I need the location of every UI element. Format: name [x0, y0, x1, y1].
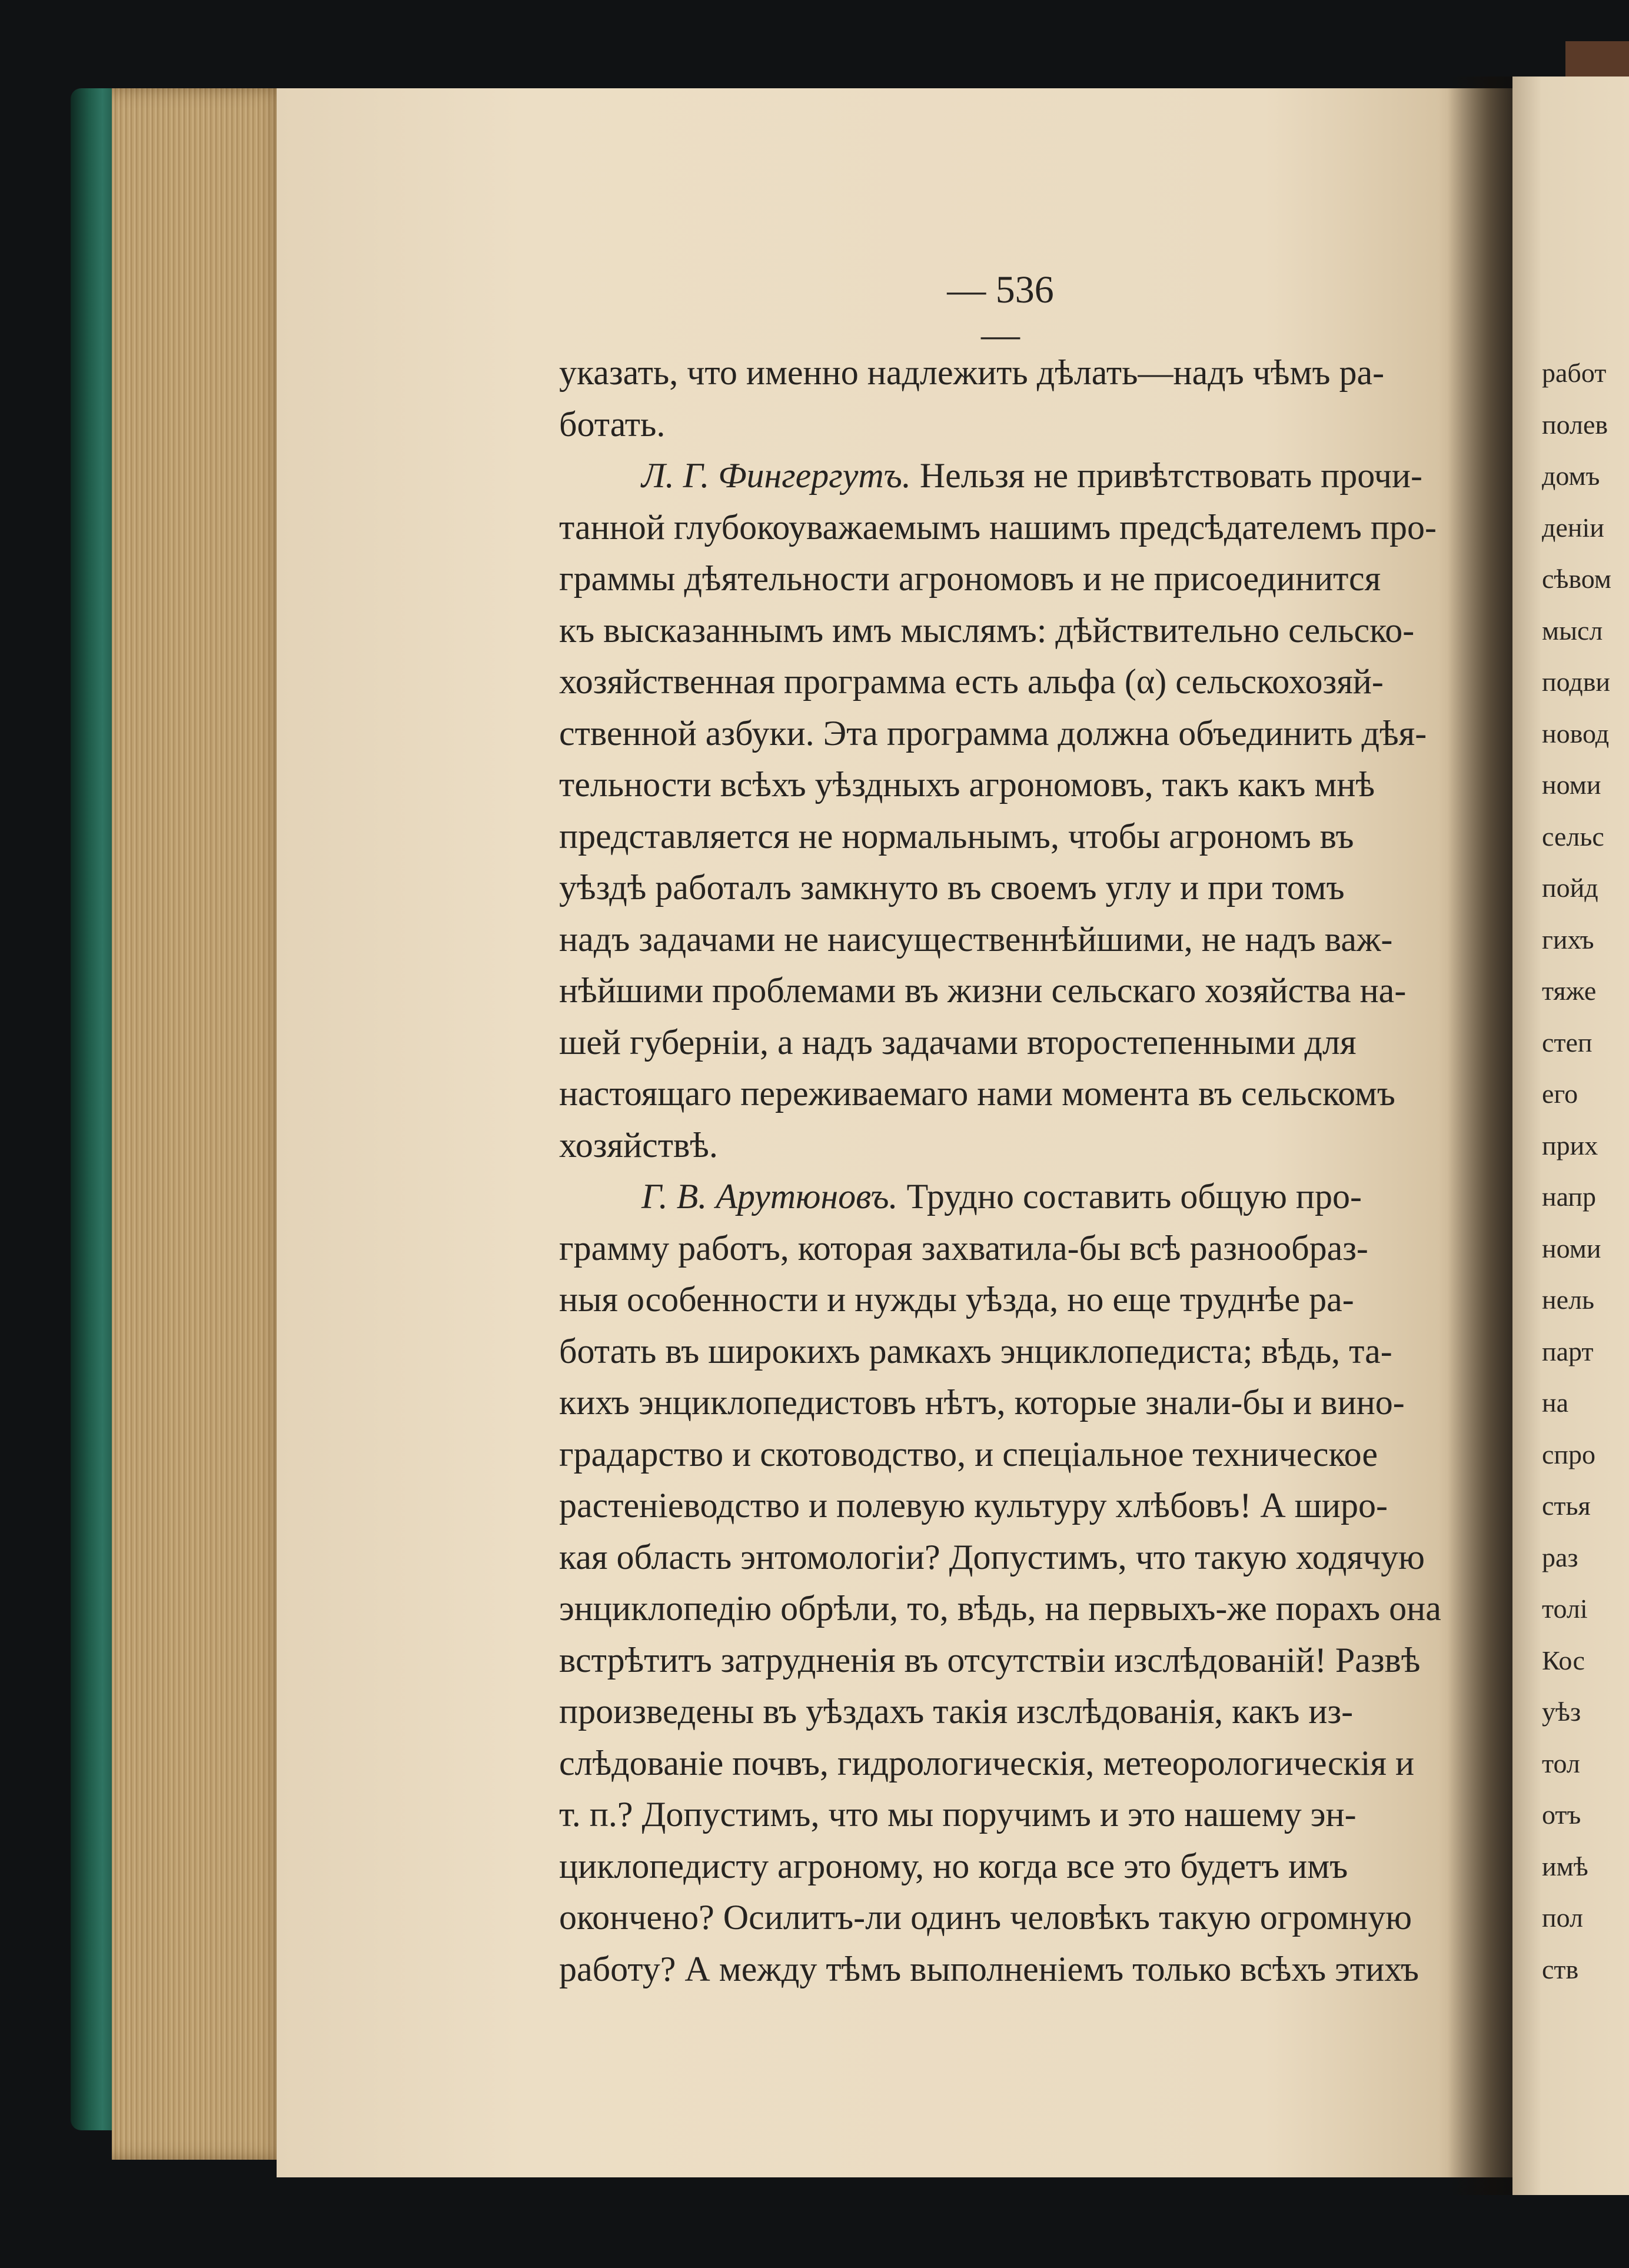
text-line: надъ задачами не наисущественнѣйшими, не надъ важ- — [559, 919, 1393, 959]
text-line: градарство и скотоводство, и спеціальное техническое — [559, 1434, 1378, 1474]
fragment-line: степ — [1542, 1027, 1593, 1057]
fragment-line: пол — [1542, 1903, 1583, 1933]
text-line: окончено? Осилитъ-ли одинъ человѣкъ такую огромную — [559, 1898, 1412, 1937]
fragment-line: тол — [1542, 1748, 1580, 1778]
line-text: Трудно составить общую про- — [897, 1177, 1362, 1216]
right-page-fragments — [1542, 347, 1629, 1995]
fragment-line: ств — [1542, 1954, 1579, 1984]
fragment-line: полев — [1542, 409, 1608, 440]
fragment-line: на — [1542, 1388, 1569, 1418]
text-line: настоящаго переживаемаго нами момента въ сельскомъ — [559, 1074, 1395, 1113]
text-line: танной глубокоуважаемымъ нашимъ предсѣдателемъ про- — [559, 507, 1437, 547]
text-line: работу? А между тѣмъ выполненіемъ только всѣхъ этихъ — [559, 1949, 1419, 1988]
fragment-line: парт — [1542, 1336, 1594, 1366]
text-line: встрѣтитъ затрудненія въ отсутствіи изслѣдованій! Развѣ — [559, 1640, 1421, 1680]
text-line: кая область энтомологіи? Допустимъ, что такую ходячую — [559, 1537, 1425, 1577]
text-line: растеніеводство и полевую культуру хлѣбовъ! А широ- — [559, 1486, 1388, 1525]
fragment-line: номи — [1542, 1233, 1601, 1263]
fragment-line: домъ — [1542, 461, 1600, 491]
text-line: граммы дѣятельности агрономовъ и не присоединится — [559, 559, 1381, 598]
text-line: представляется не нормальнымъ, чтобы агрономъ въ — [559, 816, 1354, 856]
text-line: циклопедисту агроному, но когда все это будетъ имъ — [559, 1846, 1348, 1885]
text-line: грамму работъ, которая захватила-бы всѣ разнообраз- — [559, 1228, 1368, 1268]
text-line: ботать въ широкихъ рамкахъ энциклопедиста; вѣдь, та- — [559, 1331, 1392, 1371]
fragment-line: стья — [1542, 1491, 1591, 1521]
fragment-line: отъ — [1542, 1800, 1581, 1830]
text-line: хозяйствѣ. — [559, 1125, 718, 1165]
line-text: Нельзя не привѣтствовать прочи- — [910, 456, 1423, 495]
fragment-line: мысл — [1542, 615, 1603, 646]
fragment-line: гихъ — [1542, 924, 1594, 955]
page-number: — 536 — — [947, 268, 1054, 356]
text-line: указать, что именно надлежить дѣлать—надъ чѣмъ ра- — [559, 353, 1385, 392]
fragment-line: толі — [1542, 1594, 1588, 1624]
text-line: хозяйственная программа есть альфа (α) сельскохозяй- — [559, 662, 1384, 701]
text-line: тельности всѣхъ уѣздныхъ агрономовъ, такъ какъ мнѣ — [559, 765, 1375, 804]
fragment-line: тяже — [1542, 976, 1597, 1006]
text-line: шей губерніи, а надъ задачами второстепенными для — [559, 1022, 1357, 1062]
text-line: къ высказаннымъ имъ мыслямъ: дѣйствительно сельско- — [559, 610, 1415, 650]
fragment-line: пойд — [1542, 873, 1598, 903]
text-line: уѣздѣ работалъ замкнуто въ своемъ углу и при томъ — [559, 868, 1345, 907]
speaker-name: Л. Г. Фингергутъ. — [641, 456, 911, 495]
text-line: произведены въ уѣздахъ такія изслѣдованія, какъ из- — [559, 1692, 1354, 1731]
text-line: т. п.? Допустимъ, что мы поручимъ и это нашему эн- — [559, 1795, 1357, 1834]
fragment-line: прих — [1542, 1130, 1598, 1160]
fragment-line: раз — [1542, 1542, 1578, 1572]
text-line: ботать. — [559, 404, 666, 444]
text-line — [559, 450, 1448, 502]
text-line: нѣйшими проблемами въ жизни сельскаго хозяйства на- — [559, 971, 1407, 1010]
fragment-line: напр — [1542, 1182, 1597, 1212]
spine-strip — [1565, 41, 1629, 77]
fragment-line: сѣвом — [1542, 564, 1612, 594]
page-block-edges — [112, 88, 288, 2160]
fragment-line: подви — [1542, 667, 1611, 697]
fragment-line: деніи — [1542, 512, 1604, 543]
fragment-line: новод — [1542, 718, 1610, 749]
fragment-line: уѣз — [1542, 1697, 1581, 1727]
speaker-name: Г. В. Арутюновъ. — [641, 1177, 898, 1216]
text-line: ныя особенности и нужды уѣзда, но еще труднѣе ра- — [559, 1280, 1354, 1319]
fragment-line: работ — [1542, 358, 1607, 388]
text-line: слѣдованіе почвъ, гидрологическія, метеорологическія и — [559, 1743, 1415, 1783]
fragment-line: номи — [1542, 770, 1601, 800]
fragment-line: сельс — [1542, 821, 1604, 852]
fragment-line: его — [1542, 1079, 1578, 1109]
text-line — [559, 1171, 1448, 1223]
text-line: ственной азбуки. Эта программа должна объединить дѣя- — [559, 713, 1427, 753]
fragment-line: имѣ — [1542, 1851, 1588, 1881]
fragment-line: нель — [1542, 1285, 1594, 1315]
text-line: энциклопедію обрѣли, то, вѣдь, на первыхъ-же порахъ она — [559, 1589, 1441, 1628]
text-line: кихъ энциклопедистовъ нѣтъ, которые знали-бы и вино- — [559, 1383, 1405, 1422]
fragment-line: Кос — [1542, 1645, 1585, 1675]
left-page-text — [559, 347, 1448, 1995]
fragment-line: спро — [1542, 1439, 1596, 1469]
